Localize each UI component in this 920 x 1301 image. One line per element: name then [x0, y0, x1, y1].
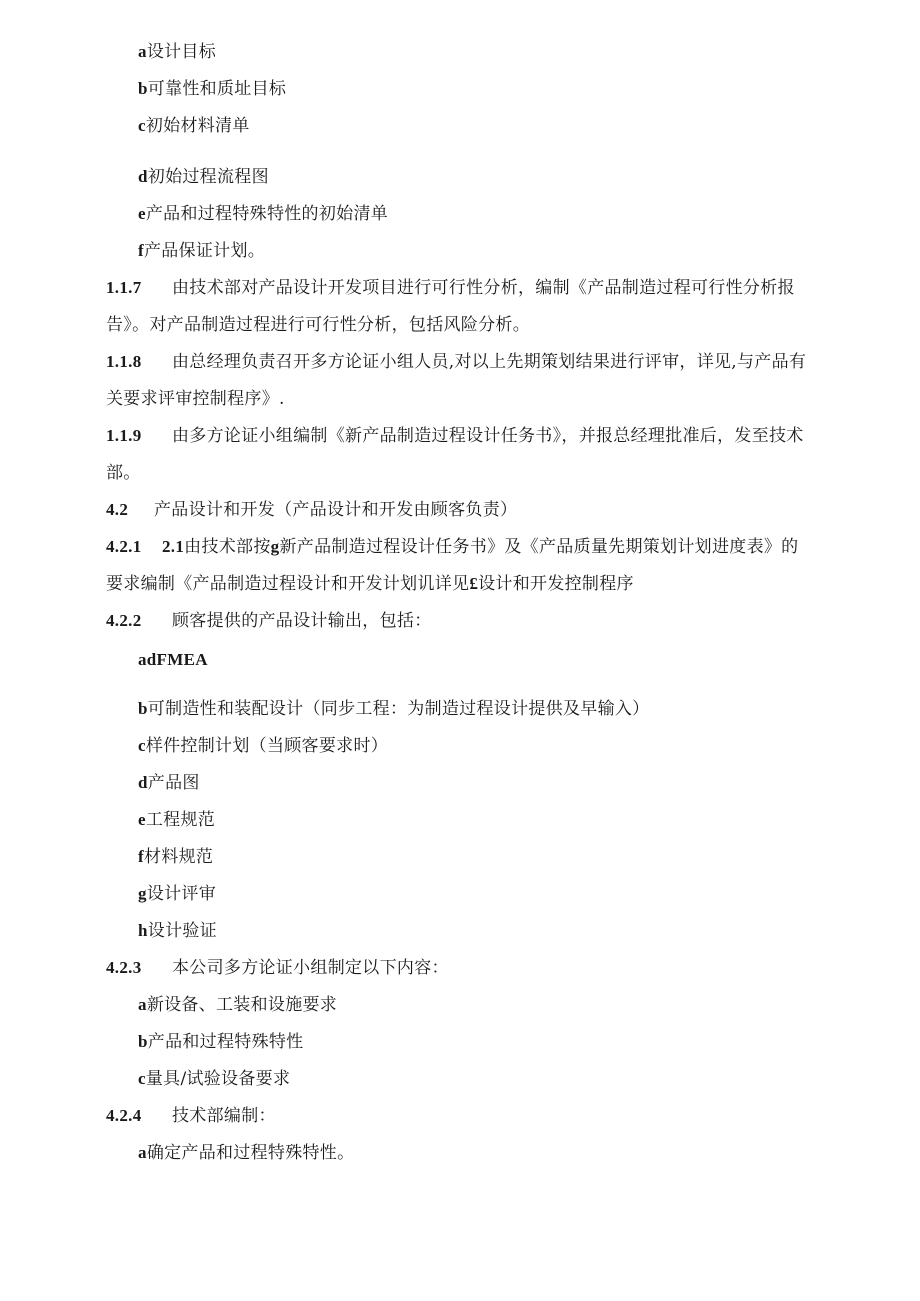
list-item-fmea: adFMEA — [138, 650, 208, 669]
list-item: c量具/试验设备要求 — [138, 1069, 291, 1089]
sub-number: 2.1 — [162, 537, 185, 556]
list-item: d产品图 — [138, 773, 200, 793]
section-number: 4.2.1 — [106, 537, 142, 556]
list-item: c初始材料清单 — [138, 116, 250, 136]
section-number: 1.1.7 — [106, 278, 142, 297]
list-item: e工程规范 — [138, 810, 216, 830]
list-item: d初始过程流程图 — [138, 167, 269, 187]
section-4-2-3: 4.2.3 本公司多方论证小组制定以下内容： — [106, 958, 449, 978]
section-1-1-7-continuation: 告》。对产品制造过程进行可行性分析，包括风险分析。 — [106, 315, 530, 335]
section-1-1-9: 1.1.9 由多方论证小组编制《新产品制造过程设计任务书》，并报总经理批准后，发至技术 — [106, 426, 804, 446]
section-number: 4.2.4 — [106, 1106, 142, 1125]
section-number: 1.1.9 — [106, 426, 142, 445]
section-4-2-1: 4.2.1 2.1由技术部按g新产品制造过程设计任务书》及《产品质量先期策划计划进度表》的 — [106, 537, 799, 557]
list-item: f产品保证计划。 — [138, 241, 266, 261]
list-item: g设计评审 — [138, 884, 217, 904]
section-4-2-1-continuation: 要求编制《产品制造过程设计和开发计划讥详见£设计和开发控制程序 — [106, 574, 634, 594]
section-1-1-8: 1.1.8 由总经理负责召开多方论证小组人员,对以上先期策划结果进行评审，详见,与产品有 — [106, 352, 807, 372]
section-number: 4.2 — [106, 500, 129, 519]
list-item: e产品和过程特殊特性的初始清单 — [138, 204, 389, 224]
section-heading: 产品设计和开发（产品设计和开发由顾客负责） — [154, 500, 518, 520]
section-number: 4.2.2 — [106, 611, 142, 630]
list-item: a设计目标 — [138, 42, 217, 62]
section-1-1-9-continuation: 部。 — [106, 463, 141, 483]
section-4-2-4: 4.2.4 技术部编制： — [106, 1106, 276, 1126]
section-4-2 — [106, 499, 517, 521]
list-item: a新设备、工装和设施要求 — [138, 995, 338, 1015]
list-item: b产品和过程特殊特性 — [138, 1032, 304, 1052]
section-number: 1.1.8 — [106, 352, 142, 371]
list-item: b可靠性和质址目标 — [138, 79, 287, 99]
section-1-1-7: 1.1.7 由技术部对产品设计开发项目进行可行性分析，编制《产品制造过程可行性分析报 — [106, 278, 795, 298]
section-number: 4.2.3 — [106, 958, 142, 977]
section-1-1-8-continuation: 关要求评审控制程序》. — [106, 389, 285, 409]
list-item: c样件控制计划（当顾客要求时） — [138, 736, 389, 756]
list-item: f材料规范 — [138, 847, 214, 867]
list-item: b可制造性和装配设计（同步工程：为制造过程设计提供及早输入） — [138, 699, 650, 719]
list-item: h设计验证 — [138, 921, 217, 941]
list-item: a确定产品和过程特殊特性。 — [138, 1143, 355, 1163]
section-4-2-2: 4.2.2 顾客提供的产品设计输出，包括： — [106, 611, 432, 631]
